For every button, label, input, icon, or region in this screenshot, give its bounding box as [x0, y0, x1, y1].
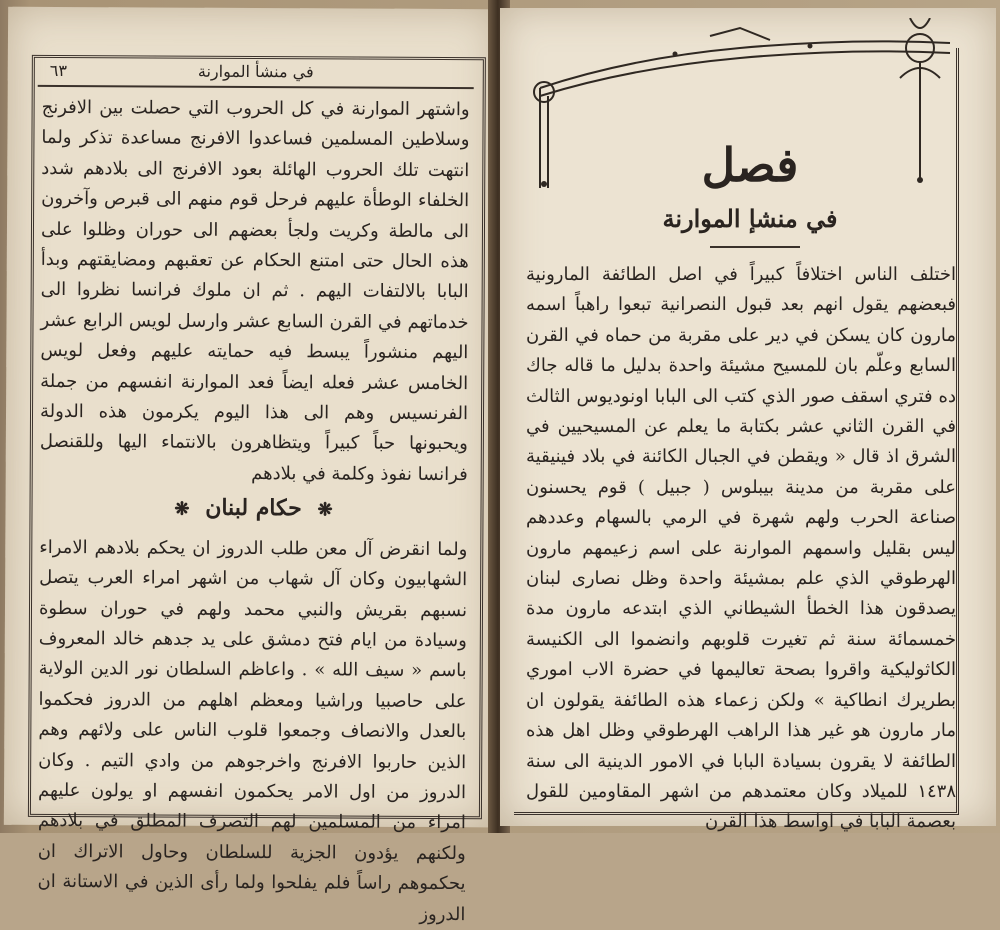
- right-paragraph-1: اختلف الناس اختلافاً كبيراً في اصل الطائفة المارونية فبعضهم يقول انهم بعد قبول النصرانية تبعوا راهباً اسمه مارون كان يسكن في دير على مقربة من حماه في القرن السابع وعلّم بان للمسيح مشيئة واحدة بدليل ما قاله جاك ده فتري اسقف صور الذي كتب الى البابا اونوديوس الثالث في القرن الثاني عشر بكتابة ما يعلم عن المسيحيين في الشرق اذ قال « ويقطن في الجبال الكائنة في بلاد فينيقية على مقربة من مدينة بيبلوس ( جبيل ) قوم يحسنون صناعة الحرب ولهم شهرة في الرمي بالسهام وعددهم ليس بقليل واسمهم الموارنة على اسم زعيمهم مارون الهرطوقي الذي علم بمشيئة واحدة وظل نصارى لبنان يصدقون هذا الخطأ الشيطاني الذي ابتدعه مارون مدة خمسمائة سنة ثم تغيرت قلوبهم وانضموا الى الكنيسة الكاثوليكية واقروا بصحة تعاليمها في حضرة الاب اموري بطريرك انطاكية » ولكن زعماء هذه الطائفة يقولون ان مار مارون هو غير هذا الراهب الهرطوقي وظل اهل هذه الطائفة لا يقرون بسيادة البابا في الامور الدينية الى سنة ١٤٣٨ للميلاد وكان معتمدهم من اشهر المقاومين للقول بعصمة البابا في اواسط هذا القرن: [526, 264, 956, 833]
- left-paragraph-2: ولما انقرض آل معن طلب الدروز ان يحكم بلادهم الامراء الشهابيون وكان آل شهاب من اشهر امراء العرب يتصل نسبهم بقريش والنبي محمد ولهم في حوران سطوة وسيادة من ايام فتح دمشق على يد جدهم خالد المعروف باسم « سيف الله » . واعاظم السلطان نور الدين الولاية على حاصبيا وراشيا ومعظم اهلهم من الدروز فحكموا بالعدل والانصاف وجمعوا قلوب الناس على ولائهم وهم الذين حاربوا الافرنج واخرجوهم من وادي التيم . وكان الدروز من اول الامر يحكمون انفسهم او يولون عليهم امراء من المسلمين لهم التصرف المطلق في بلادهم ولكنهم يؤدون الجزية للسلطان وحاول الاتراك ان يحكموهم راساً فلم يفلحوا ولما رأى الذين في الاستانة ان الدروز: [37, 536, 468, 925]
- page-number: ٦٣: [49, 60, 68, 81]
- title-divider: [710, 246, 800, 248]
- chapter-subtitle: في منشإ الموارنة: [662, 204, 838, 233]
- running-header-title: في منشأ الموارنة: [197, 61, 314, 82]
- section-title: حكام لبنان: [205, 495, 302, 522]
- left-page-body: [37, 93, 469, 930]
- section-ornament-icon: ❋: [174, 498, 190, 520]
- section-heading: [39, 492, 467, 527]
- chapter-title: فصل: [701, 138, 799, 192]
- running-header: [38, 59, 474, 89]
- section-ornament-icon: ❋: [317, 499, 333, 521]
- left-paragraph-1: واشتهر الموارنة في كل الحروب التي حصلت بين الافرنج وسلاطين المسلمين فساعدوا الافرنج مساعدة تذكر ولما انتهت تلك الحروب الهائلة بعود الافرنج الى بلادهم شدد الخلفاء الوطأة عليهم فرحل قوم منهم الى قبرص وآخرون الى مالطة وكريت ولجأ بعضهم الى حوران وظلوا على هذه الحال حتى امتنع الحكام عن تعقبهم ومضايقتهم وبدأ البابا بالالتفات اليهم . ثم ان ملوك فرانسا نظروا الى خدماتهم في القرن السابع عشر وارسل لويس الرابع عشر اليهم منشوراً يبسط فيه حمايته عليهم وفعل لويس الخامس عشر فعله ايضاً فعد الموارنة انفسهم من جملة الفرنسيس وهم الى هذا اليوم يكرمون هذه الدولة ويحبونها حباً كبيراً ويتظاهرون بالانتماء اليها وللقنصل فرانسا نفوذ وكلمة في بلادهم: [39, 96, 470, 486]
- right-page-body: [526, 260, 956, 838]
- right-page: [500, 8, 996, 833]
- left-page: [4, 7, 496, 925]
